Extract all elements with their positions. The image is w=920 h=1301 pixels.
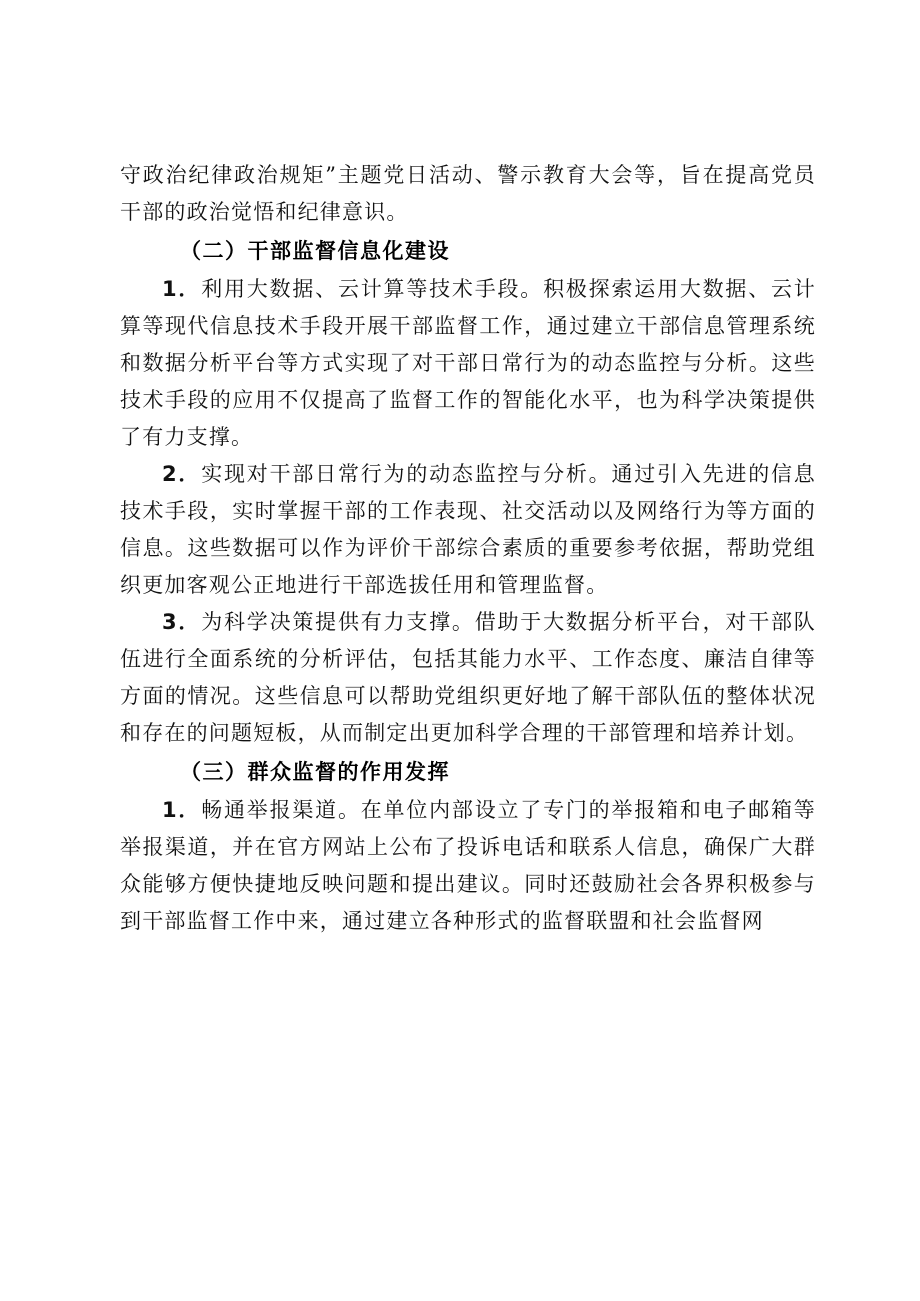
list-item-number: 1． (162, 798, 202, 822)
list-item-text: 实现对干部日常行为的动态监控与分析。通过引入先进的信息技术手段，实时掌握干部的工作表现、社交活动以及网络行为等方面的信息。这些数据可以作为评价干部综合素质的重要参考依据，帮助党组织更加客观公正地进行干部选拔任用和管理监督。 (120, 462, 816, 597)
list-item-text: 畅通举报渠道。在单位内部设立了专门的举报箱和电子邮箱等举报渠道，并在官方网站上公布了投诉电话和联系人信息，确保广大群众能够方便快捷地反映问题和提出建议。同时还鼓励社会各界积极参与到干部监督工作中来，通过建立各种形式的监督联盟和社会监督网 (120, 798, 816, 933)
list-item-text: 为科学决策提供有力支撑。借助于大数据分析平台，对干部队伍进行全面系统的分析评估，包括其能力水平、工作态度、廉洁自律等方面的情况。这些信息可以帮助党组织更好地了解干部队伍的整体状况和存在的问题短板，从而制定出更加科学合理的干部管理和培养计划。 (120, 610, 816, 745)
list-item-number: 2． (162, 462, 202, 486)
list-item-paragraph (120, 792, 816, 940)
list-item-number: 1． (162, 277, 202, 301)
list-item-text: 利用大数据、云计算等技术手段。积极探索运用大数据、云计算等现代信息技术手段开展干部监督工作，通过建立干部信息管理系统和数据分析平台等方式实现了对干部日常行为的动态监控与分析。这些技术手段的应用不仅提高了监督工作的智能化水平，也为科学决策提供了有力支撑。 (120, 277, 816, 449)
list-item-paragraph (120, 456, 816, 604)
list-item-paragraph (120, 604, 816, 752)
section-heading-2: （二）干部监督信息化建设 (180, 239, 450, 263)
section-heading-3: （三）群众监督的作用发挥 (180, 760, 450, 784)
paragraph-continuation: 守政治纪律政治规矩”主题党日活动、警示教育大会等，旨在提高党员干部的政治觉悟和纪律意识。 (120, 163, 816, 224)
list-item-number: 3． (162, 610, 202, 634)
list-item-paragraph (120, 271, 816, 456)
document-body (120, 157, 816, 940)
